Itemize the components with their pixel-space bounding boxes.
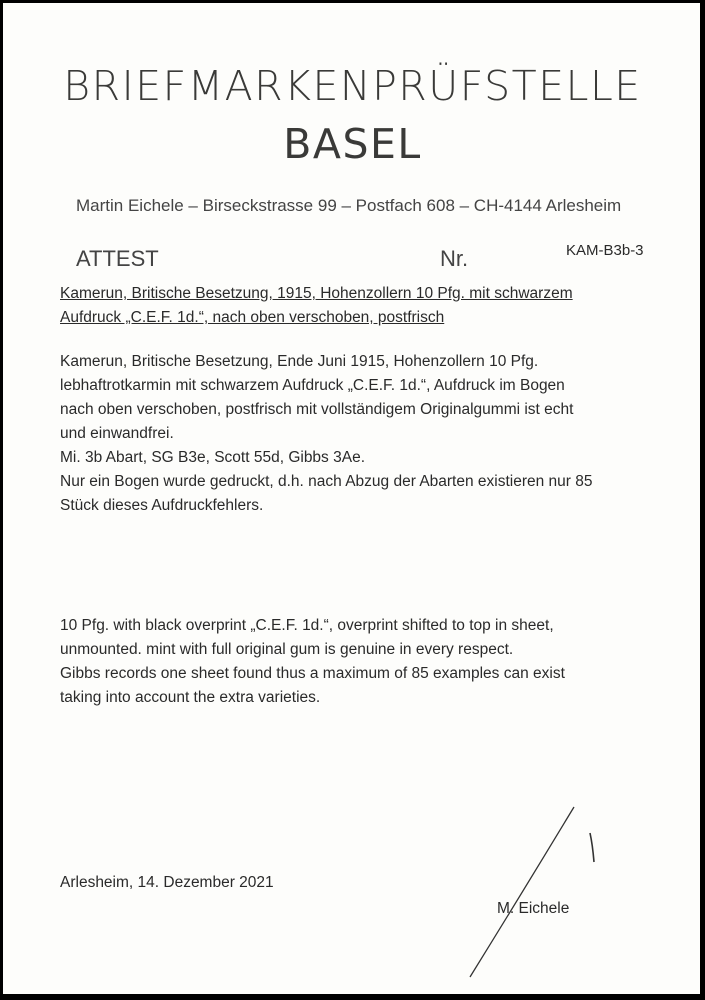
address: Martin Eichele – Birseckstrasse 99 – Postfach 608 – CH-4144 Arlesheim [76,196,622,215]
body-de-line: Nur ein Bogen wurde gedruckt, d.h. nach Abzug der Abarten existieren nur 85 [60,473,593,490]
subject-line: Aufdruck „C.E.F. 1d.“, nach oben verschoben, postfrisch [60,309,445,326]
body-de-line: Stück dieses Aufdruckfehlers. [60,497,264,514]
body-de-line: und einwandfrei. [60,425,174,442]
certificate-number: KAM-B3b-3 [566,242,644,259]
body-de-line: nach oben verschoben, postfrisch mit vollständigem Originalgummi ist echt [60,401,574,418]
body-de-line: Kamerun, Britische Besetzung, Ende Juni 1915, Hohenzollern 10 Pfg. [60,353,539,370]
body-en-line: Gibbs records one sheet found thus a maximum of 85 examples can exist [60,665,565,682]
place-date: Arlesheim, 14. Dezember 2021 [60,874,274,891]
body-en-line: 10 Pfg. with black overprint „C.E.F. 1d.“, overprint shifted to top in sheet, [60,617,554,634]
nr-label: Nr. [440,246,469,271]
body-en-line: taking into account the extra varieties. [60,689,321,706]
body-en-line: unmounted. mint with full original gum is genuine in every respect. [60,641,514,658]
body-de-line: lebhaftrotkarmin mit schwarzem Aufdruck „C.E.F. 1d.“, Aufdruck im Bogen [60,377,565,394]
title-line1: BRIEFMARKENPRÜFSTELLE [63,62,642,110]
subject-line: Kamerun, Britische Besetzung, 1915, Hohenzollern 10 Pfg. mit schwarzem [60,285,573,302]
attest-label: ATTEST [76,246,159,271]
body-de-line: Mi. 3b Abart, SG B3e, Scott 55d, Gibbs 3Ae. [60,449,365,466]
signatory-name: M. Eichele [497,900,570,917]
title-line2: BASEL [283,120,422,168]
